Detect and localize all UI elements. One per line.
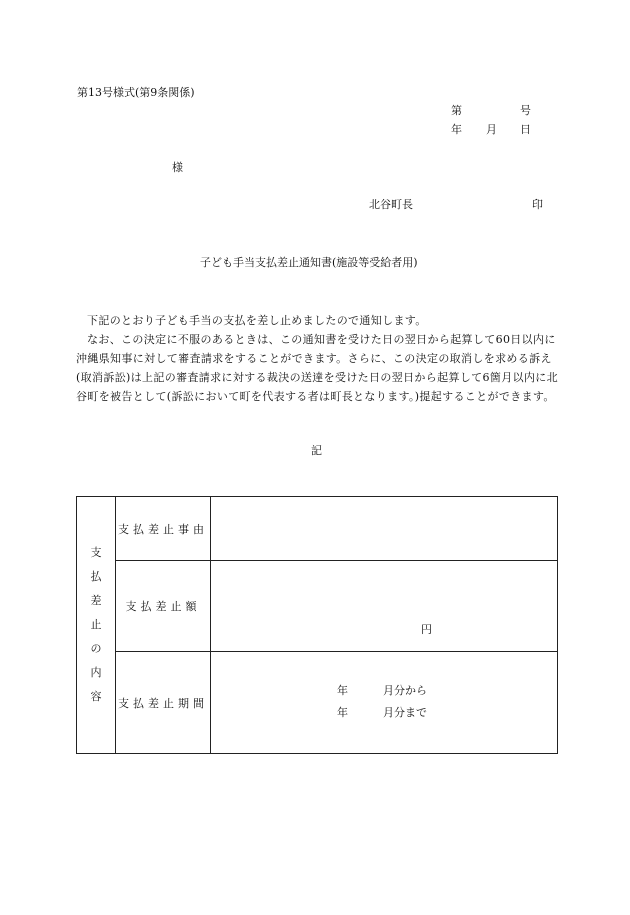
side-label-char: 容 [90, 690, 102, 703]
yen-unit: 円 [421, 623, 432, 636]
amount-label: 支払差止額 [116, 561, 211, 652]
details-table [76, 496, 558, 754]
side-label-char: 支 [90, 546, 102, 559]
side-label-char: 内 [90, 666, 102, 679]
body-paragraph-2: なお、この決定に不服のあるときは、この通知書を受けた日の翌日から起算して60日以内に沖縄県知事に対して審査請求をすることができます。さらに、この決定の取消しを求める訴え(取消訴訟)は上記の審査請求に対する裁決の送達を受けた日の翌日から起算して6箇月以内に北谷町を被告として(訴訟において町を代表する者は町長となります。)提起することができます。 [76, 333, 558, 403]
period-label: 支払差止期間 [116, 652, 211, 754]
body-paragraph-1: 下記のとおり子ども手当の支払を差し止めましたので通知します。 [87, 314, 427, 327]
date-year: 年 [451, 123, 462, 136]
period-to-text: 月分まで [383, 706, 427, 719]
issuer-name: 北谷町長 [369, 198, 413, 211]
doc-number-prefix: 第 [451, 104, 462, 117]
addressee-suffix: 様 [172, 161, 183, 174]
form-number: 第13号様式(第9条関係) [77, 86, 195, 99]
doc-number-suffix: 号 [520, 104, 531, 117]
reason-label: 支払差止事由 [116, 497, 211, 561]
period-from-year: 年 [337, 684, 348, 697]
ki-heading: 記 [311, 444, 322, 457]
document-title: 子ども手当支払差止通知書(施設等受給者用) [200, 256, 418, 269]
side-label [77, 497, 116, 754]
period-to-year: 年 [337, 706, 348, 719]
period-from [337, 680, 427, 702]
date-day: 日 [520, 123, 531, 136]
period-from-text: 月分から [383, 684, 427, 697]
body-text [76, 311, 558, 406]
seal-mark: 印 [532, 198, 543, 211]
date-month: 月 [486, 123, 497, 136]
amount-value [211, 561, 558, 652]
period-value [211, 652, 558, 754]
side-label-char: 払 [90, 570, 102, 583]
reason-value [211, 497, 558, 561]
side-label-char: 止 [90, 618, 102, 631]
period-to [337, 702, 427, 724]
side-label-char: の [90, 642, 102, 655]
side-label-char: 差 [90, 594, 102, 607]
